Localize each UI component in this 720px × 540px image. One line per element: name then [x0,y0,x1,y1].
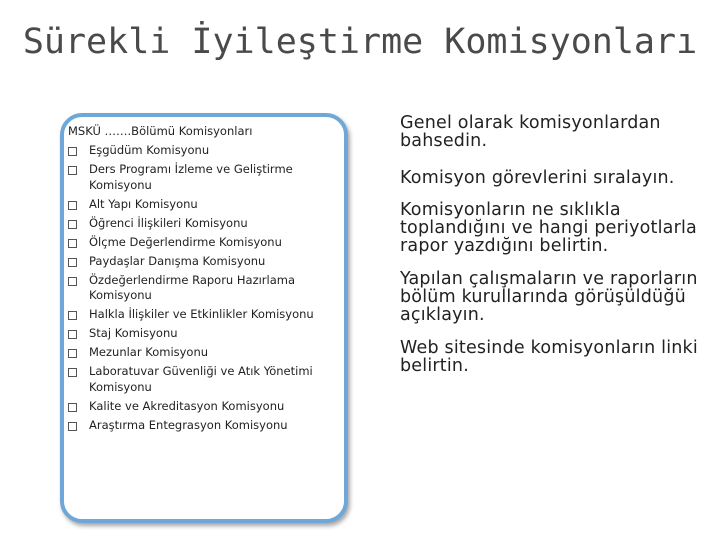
list-item [68,326,336,342]
list-item [68,345,336,361]
checkbox-bullet-icon [68,220,77,229]
slide-title: Sürekli İyileştirme Komisyonları [22,22,698,62]
instruction-text: Komisyonların ne sıklıkla toplandığını ve hangi periyotlarla rapor yazdığını belirtin. [400,200,697,256]
checkbox-bullet-icon [68,201,77,210]
list-item [68,162,336,193]
checkbox-bullet-icon [68,422,77,431]
list-item [68,197,336,213]
checkbox-bullet-icon [68,403,77,412]
list-item [68,399,336,415]
checkbox-bullet-icon [68,147,77,156]
list-item-label: Öğrenci İlişkileri Komisyonu [89,215,248,230]
instruction-text: Yapılan çalışmaların ve raporların bölüm kurullarında görüşüldüğü açıklayın. [400,269,698,325]
instructions-panel [400,114,710,375]
checkbox-bullet-icon [68,349,77,358]
list-item-label: Özdeğerlendirme Raporu Hazırlama Komisyonu [89,272,296,302]
list-item [68,307,336,323]
list-item [68,143,336,159]
instruction-text: Komisyon görevlerini sıralayın. [400,168,675,188]
list-item-label: Eşgüdüm Komisyonu [89,143,210,157]
list-item-label: Alt Yapı Komisyonu [89,196,198,211]
list-item [68,273,336,304]
list-item-label: Ders Programı İzleme ve Geliştirme Komisyonu [89,162,293,192]
list-item-label: Halkla İlişkiler ve Etkinlikler Komisyonu [89,307,314,321]
checkbox-bullet-icon [68,239,77,248]
list-item-label: Laboratuvar Güvenliği ve Atık Yönetimi Komisyonu [89,364,313,394]
card-header: MSKÜ …….Bölümü Komisyonları [68,124,253,138]
checkbox-bullet-icon [68,368,77,377]
list-item [68,364,336,395]
list-item [68,418,336,434]
checkbox-bullet-icon [68,166,77,175]
checkbox-bullet-icon [68,277,77,286]
list-item-label: Kalite ve Akreditasyon Komisyonu [89,398,285,413]
instruction-text: Web sitesinde komisyonların linki belirtin. [400,338,698,376]
list-item-label: Araştırma Entegrasyon Komisyonu [89,417,288,432]
list-item [68,235,336,251]
instruction-text: Genel olarak komisyonlardan bahsedin. [400,113,661,151]
list-item-label: Paydaşlar Danışma Komisyonu [89,253,266,268]
list-item-label: Ölçme Değerlendirme Komisyonu [89,234,282,249]
checkbox-bullet-icon [68,311,77,320]
checkbox-bullet-icon [68,330,77,339]
committee-list [68,143,336,437]
list-item-label: Staj Komisyonu [89,326,178,340]
list-item [68,254,336,270]
checkbox-bullet-icon [68,258,77,267]
list-item [68,216,336,232]
list-item-label: Mezunlar Komisyonu [89,345,209,359]
